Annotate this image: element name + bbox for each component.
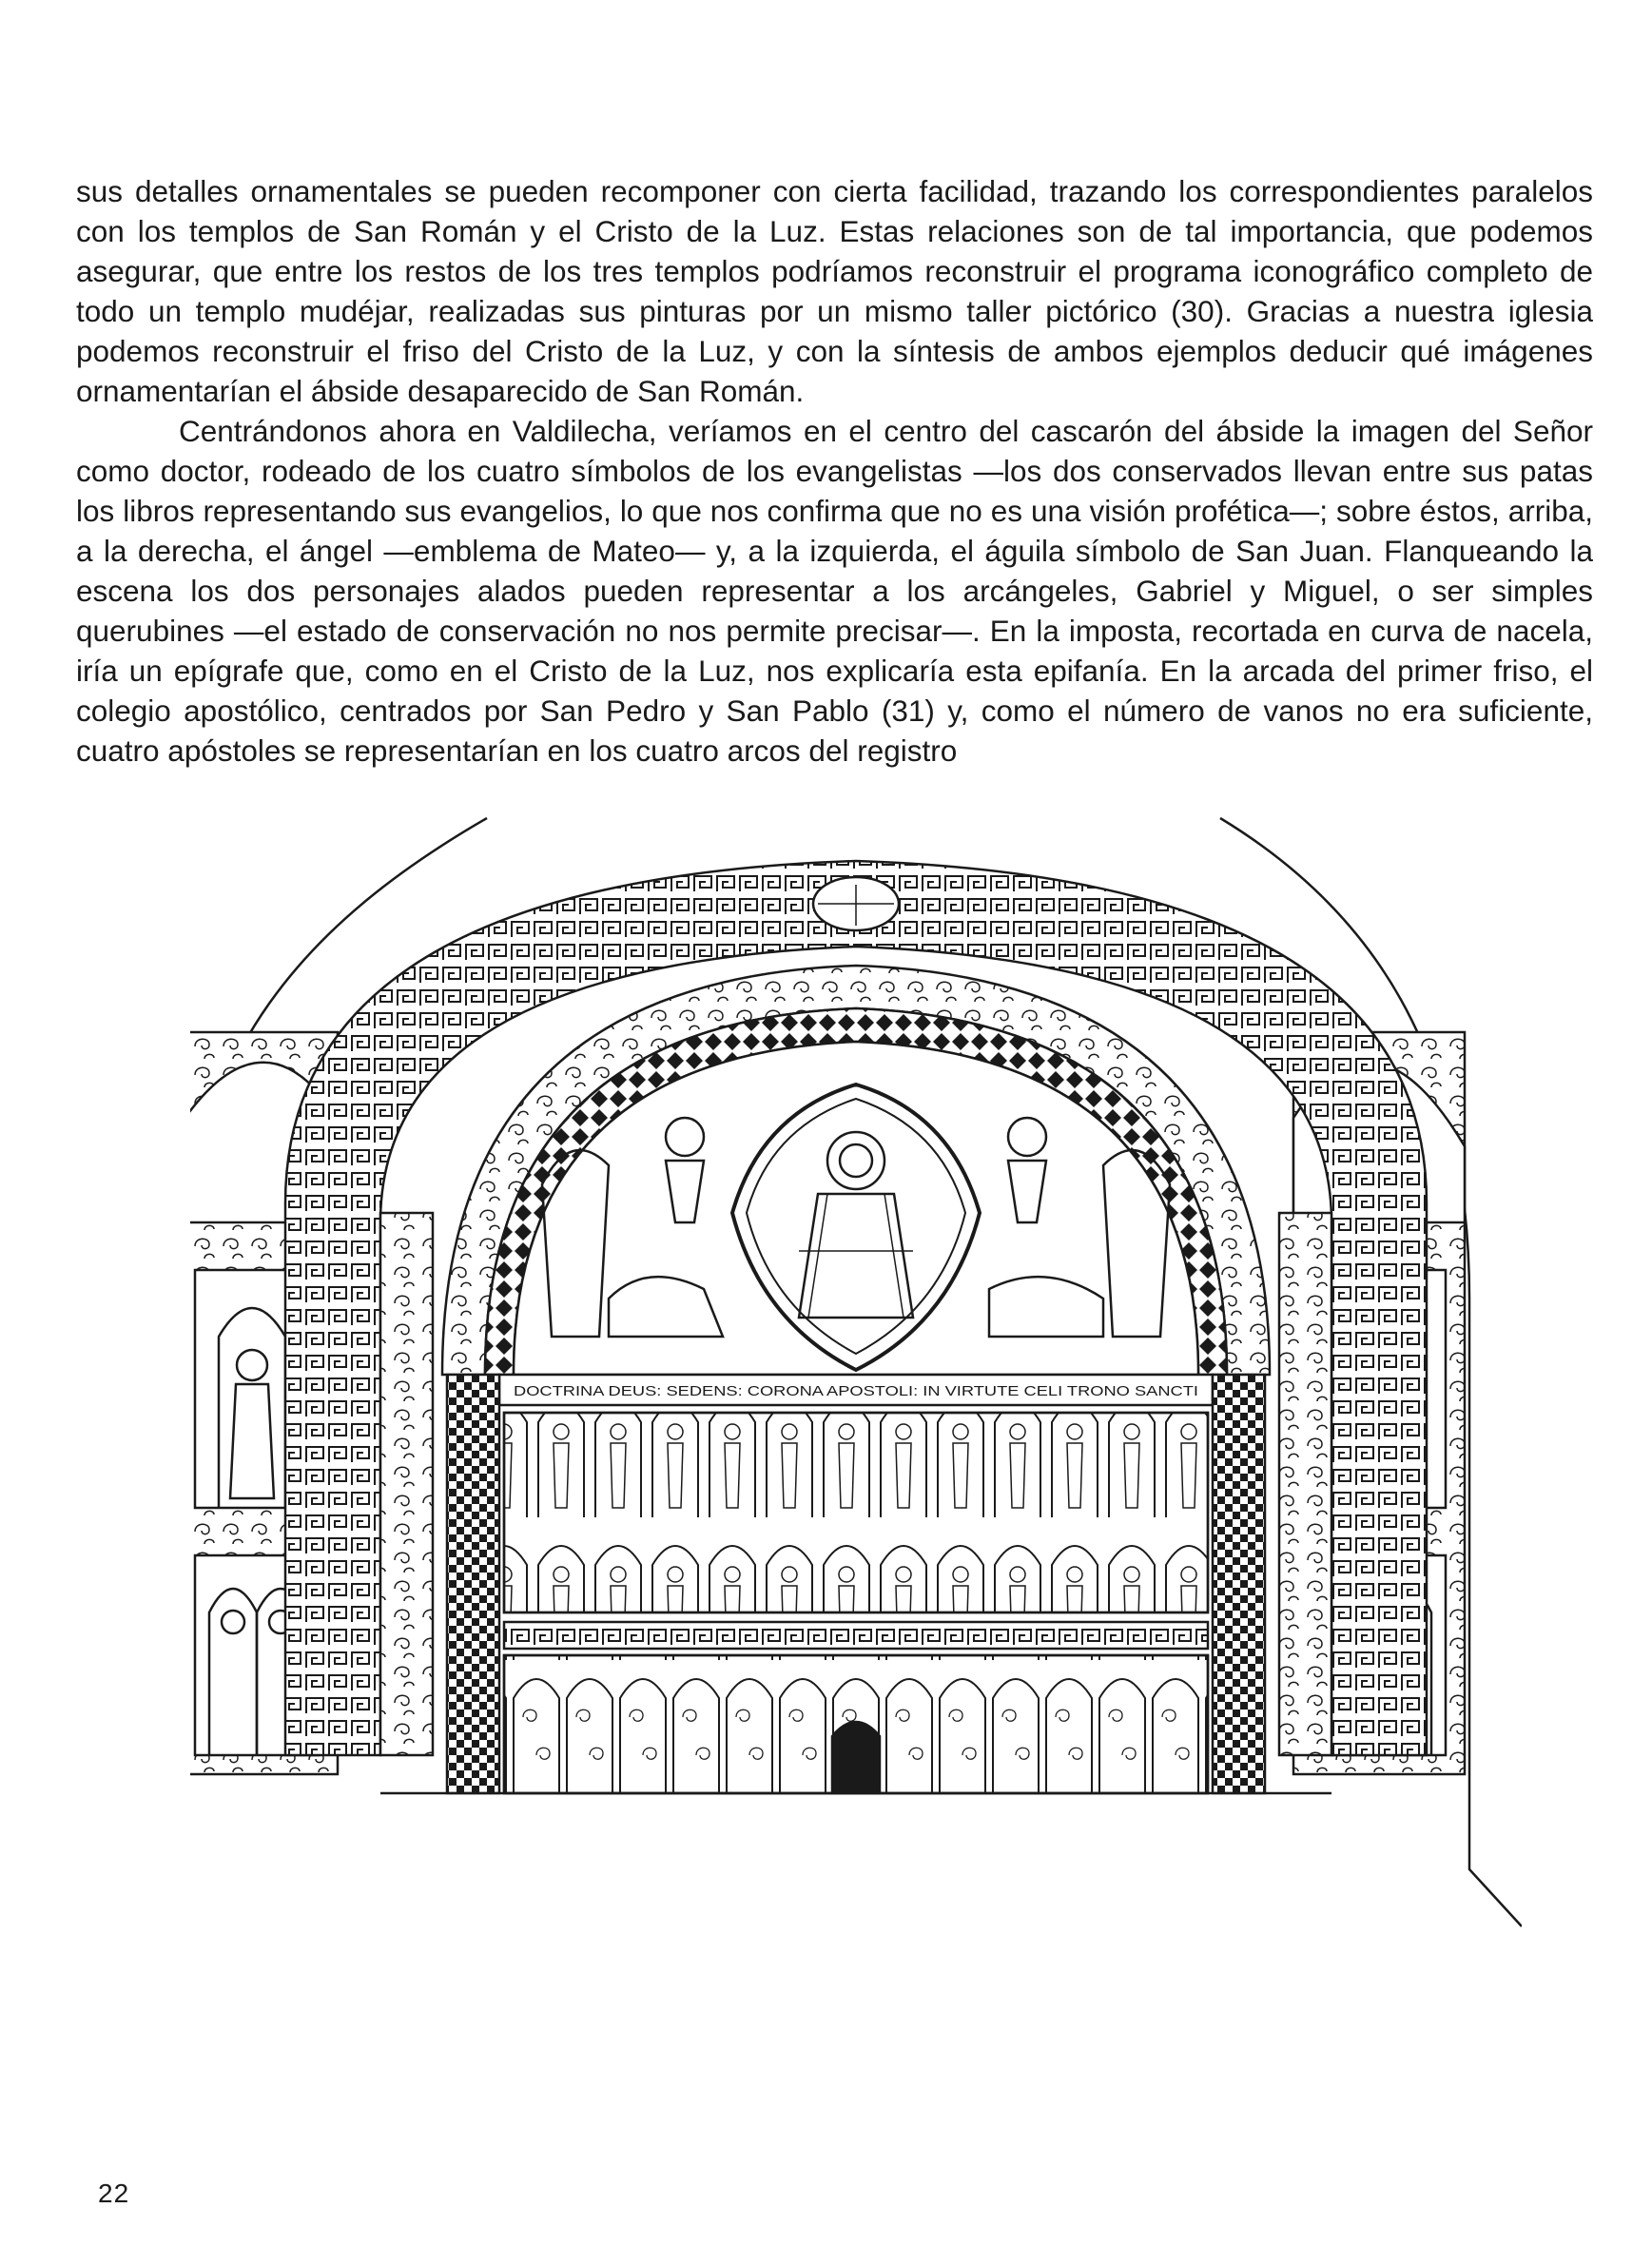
central-window — [832, 1722, 880, 1793]
paragraph-2: Centrándonos ahora en Valdilecha, veríamos en el centro del cascarón del ábside la imagen del Señor como doctor, rodeado de los cuatro símbolos de los evangelistas —los dos conservados llevan entre sus patas los libros representando sus evangelios, lo que nos confirma que no es una visión profética—; sobre éstos, arriba, a la derecha, el ángel —emblema de Mateo— y, a la izquierda, el águila símbolo de San Juan. Flanqueando la escena los dos personajes alados pueden representar a los arcángeles, Gabriel y Miguel, o ser simples querubines —el estado de conservación no nos permite precisar—. En la imposta, recortada en curva de nacela, iría un epígrafe que, como en el Cristo de la Luz, nos explicaría esta epifanía. En la arcada del primer friso, el colegio apostólico, centrados por San Pedro y San Pablo (31) y, como el número de vanos no era suficiente, cuatro apóstoles se representarían en los cuatro arcos del registro — [76, 414, 1593, 768]
apostle-arcade — [504, 1413, 1208, 1612]
frieze-inscription: DOCTRINA DEUS: SEDENS: CORONA APOSTOLI: IN VIRTUTE CELI TRONO SANCTI — [514, 1383, 1198, 1399]
paragraph-1: sus detalles ornamentales se pueden recomponer con cierta facilidad, trazando los correspondientes paralelos con los templos de San Román y el Cristo de la Luz. Estas relaciones son de tal importancia, que podemos asegurar, que entre los restos de los tres templos podríamos reconstruir el programa iconográfico completo de todo un templo mudéjar, realizadas sus pinturas por un mismo taller pictórico (30). Gracias a nuestra iglesia podemos reconstruir el friso del Cristo de la Luz, y con la síntesis de ambos ejemplos deducir qué imágenes ornamentarían el ábside desaparecido de San Román. — [76, 174, 1593, 408]
body-text — [76, 171, 1593, 771]
apse-illustration — [190, 804, 1522, 2012]
page-number: 22 — [98, 2179, 130, 2208]
